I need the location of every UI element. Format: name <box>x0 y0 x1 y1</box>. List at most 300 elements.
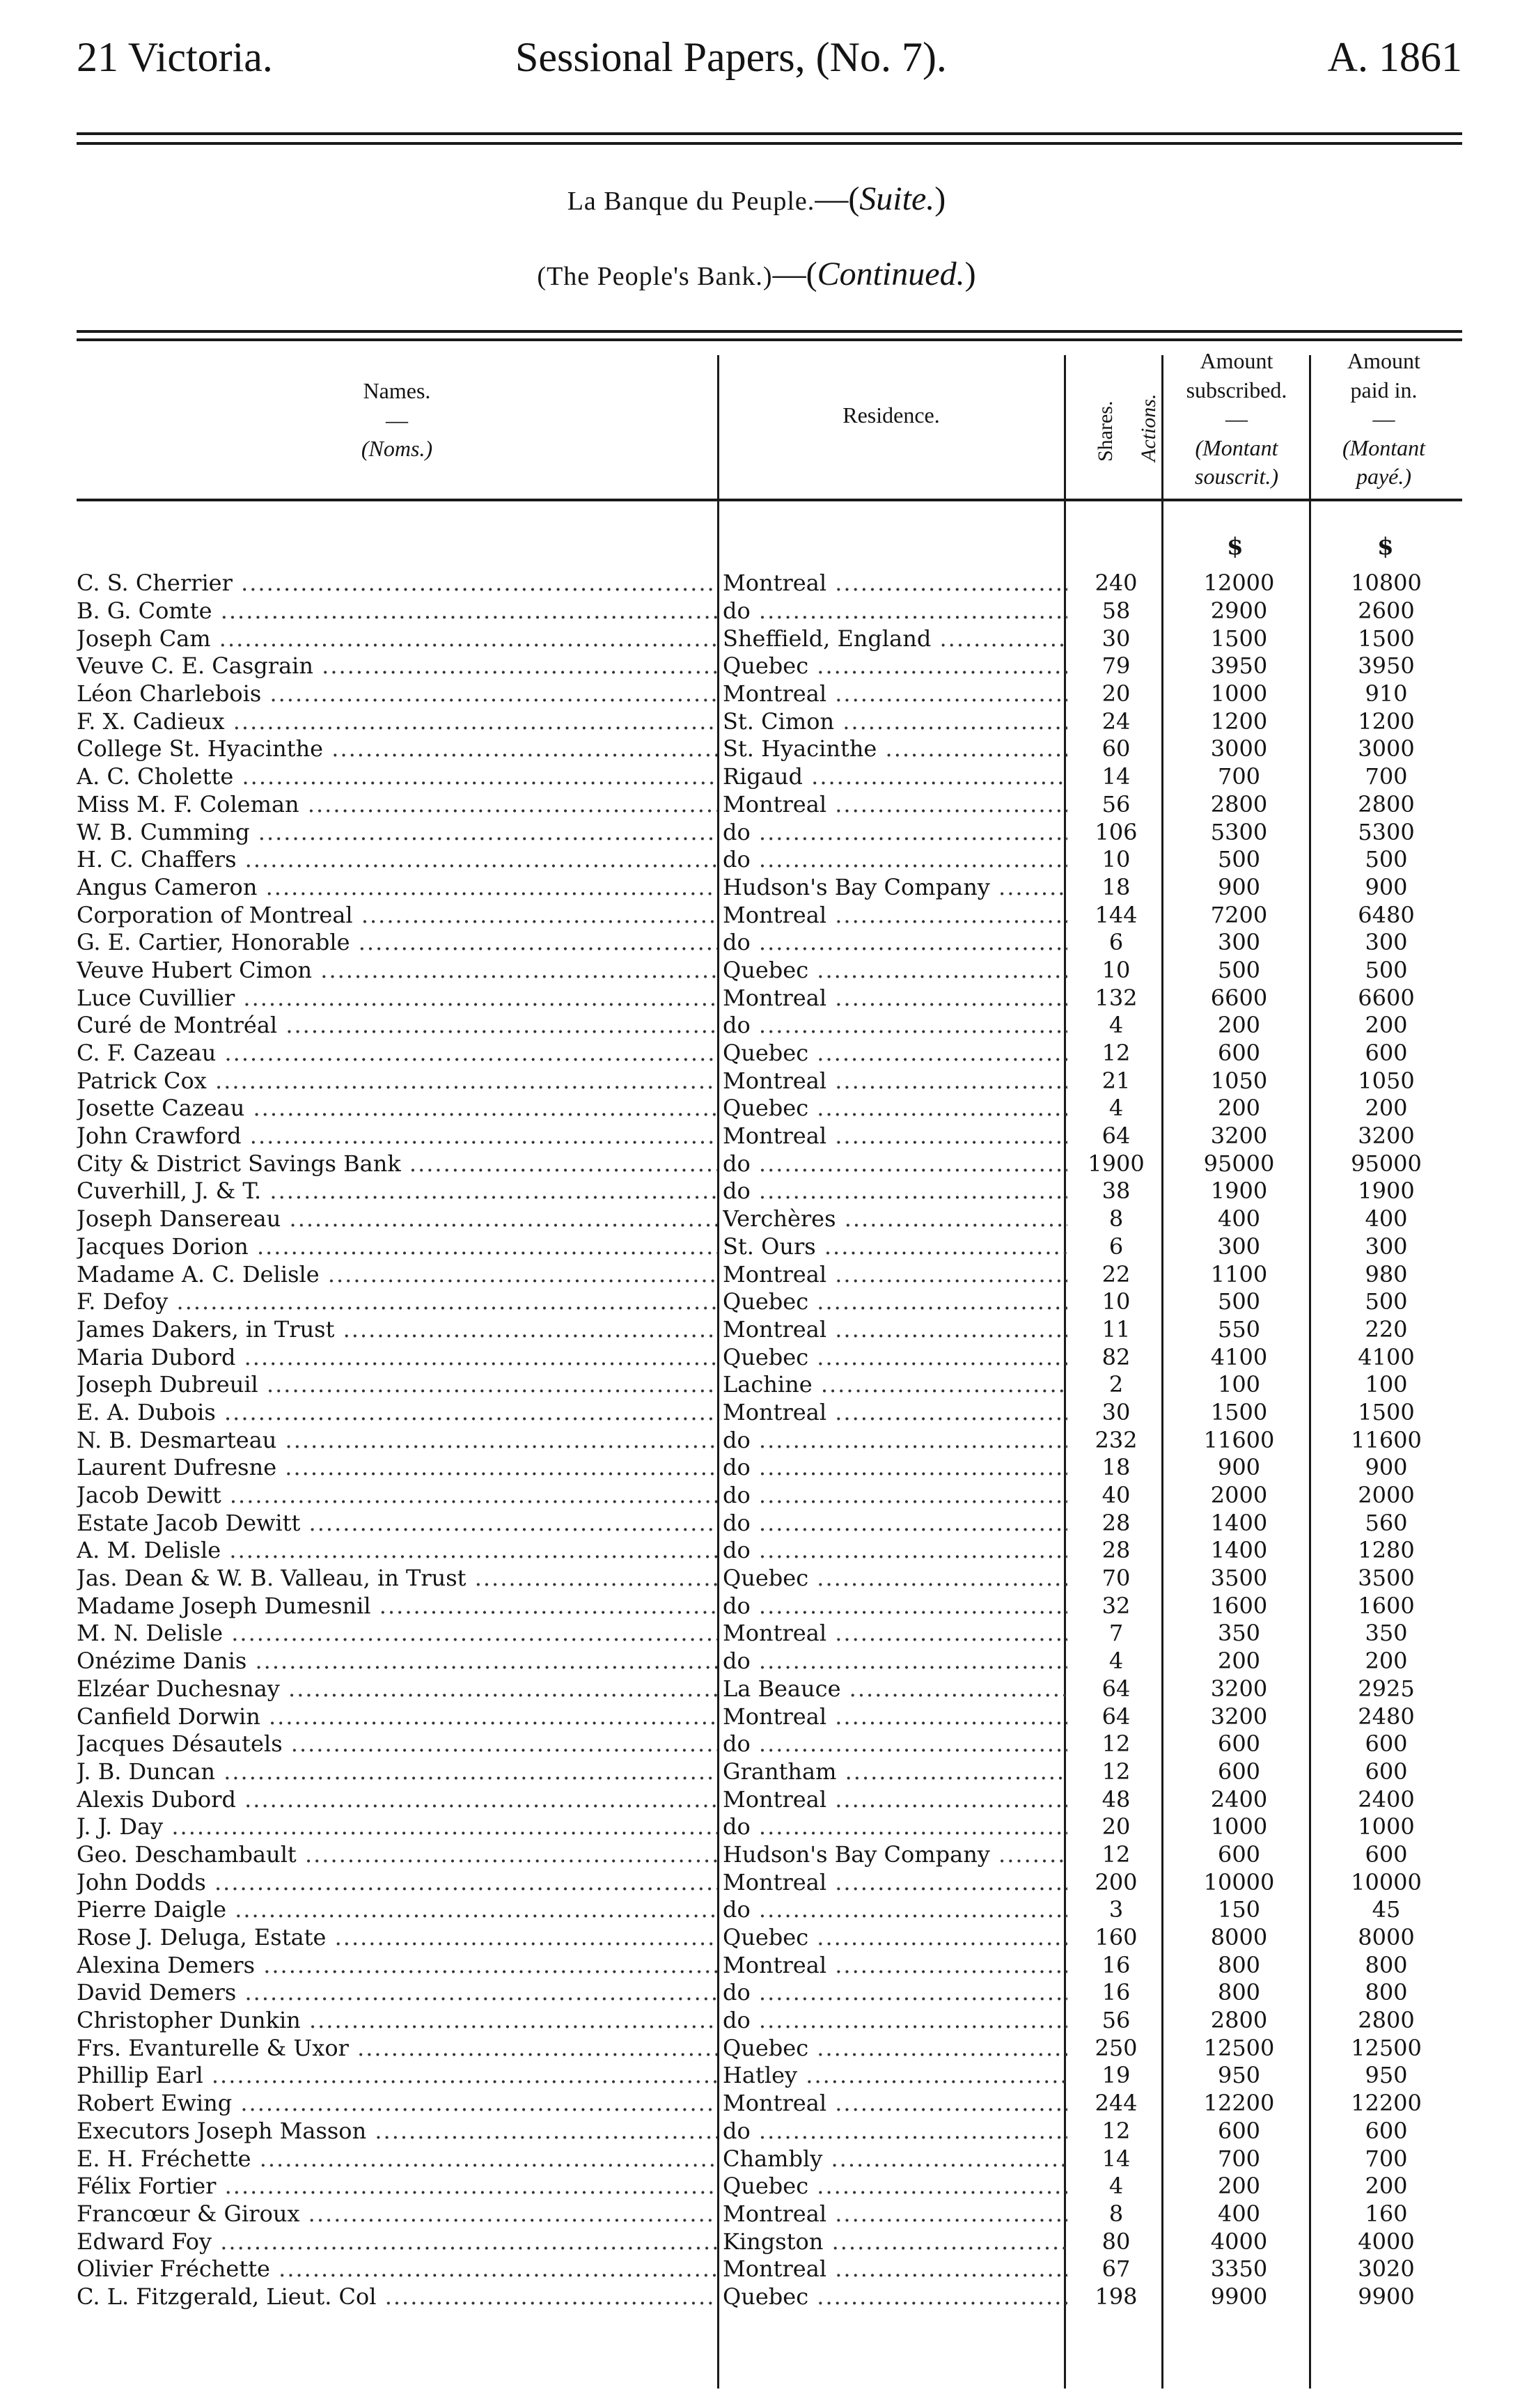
shareholder-name: Alexina Demers ..... <box>77 1952 717 1979</box>
shares-count-cell <box>1067 1509 1165 1537</box>
amount-paid-cell <box>1313 1371 1459 1399</box>
table-row <box>77 735 1459 763</box>
amount-subscribed-cell <box>1165 1648 1313 1675</box>
shares-count: 38 <box>1102 1178 1131 1205</box>
shareholder-name-cell <box>77 1067 717 1095</box>
shareholder-name: E. A. Dubois ..... <box>77 1399 717 1426</box>
shares-count: 80 <box>1102 2228 1131 2255</box>
shareholder-name-cell <box>77 1896 717 1924</box>
shares-count: 12 <box>1102 2117 1131 2144</box>
shares-count-cell <box>1067 818 1165 846</box>
amount-paid-cell <box>1313 763 1459 791</box>
amount-subscribed-cell <box>1165 1343 1313 1371</box>
shares-count: 19 <box>1102 2062 1131 2089</box>
shareholder-name: C. L. Fitzgerald, Lieut. Col ..... <box>77 2283 717 2311</box>
amount-paid: 95000 <box>1351 1150 1422 1177</box>
amount-paid: 3020 <box>1358 2255 1415 2283</box>
shares-count: 7 <box>1108 1620 1124 1647</box>
amount-paid-cell <box>1313 1040 1459 1068</box>
shareholder-residence: Montreal ..... <box>723 1068 1067 1095</box>
table-row <box>77 2283 1459 2311</box>
shareholder-residence: Quebec ..... <box>723 1095 1067 1122</box>
amount-paid: 100 <box>1365 1371 1408 1398</box>
shareholder-name-cell <box>77 1205 717 1233</box>
shares-count: 14 <box>1102 2145 1131 2172</box>
amount-paid: 600 <box>1365 1840 1408 1868</box>
shareholder-residence-cell <box>717 1233 1067 1261</box>
amount-subscribed: 3350 <box>1210 2255 1268 2283</box>
shares-count-cell <box>1067 1233 1165 1261</box>
amount-paid-cell <box>1313 2062 1459 2090</box>
shareholder-name: C. S. Cherrier ..... <box>77 570 717 597</box>
shareholder-residence-cell <box>717 1924 1067 1952</box>
table-row <box>77 1454 1459 1482</box>
amount-paid-cell <box>1313 1924 1459 1952</box>
amount-subscribed: 100 <box>1217 1371 1261 1398</box>
shareholder-name: Christopher Dunkin ..... <box>77 2007 717 2034</box>
shareholder-residence: Montreal ..... <box>723 2255 1067 2283</box>
amount-paid-cell <box>1313 1426 1459 1454</box>
shareholder-residence: do ..... <box>723 1150 1067 1178</box>
amount-paid-cell <box>1313 1841 1459 1869</box>
shares-count-cell <box>1067 791 1165 819</box>
shareholder-residence: Montreal ..... <box>723 1703 1067 1730</box>
shares-count: 8 <box>1108 1205 1124 1233</box>
title-en-text: (The People's Bank.) <box>537 262 773 291</box>
shares-count-cell <box>1067 1040 1165 1068</box>
shareholder-name-cell <box>77 2173 717 2200</box>
shareholder-residence-cell <box>717 2118 1067 2145</box>
shares-count-cell <box>1067 1371 1165 1399</box>
amount-subscribed: 600 <box>1217 1040 1261 1067</box>
amount-paid-cell <box>1313 1648 1459 1675</box>
shareholder-residence-cell <box>717 763 1067 791</box>
shareholder-residence-cell <box>717 1205 1067 1233</box>
heading-names-fr: (Noms.) <box>361 436 433 462</box>
amount-subscribed-cell <box>1165 957 1313 985</box>
shares-count-cell <box>1067 984 1165 1012</box>
shareholder-name-cell <box>77 1399 717 1427</box>
amount-subscribed: 150 <box>1217 1896 1261 1923</box>
shares-count-cell <box>1067 1758 1165 1786</box>
amount-paid: 3950 <box>1358 652 1415 680</box>
shareholder-name-cell <box>77 1730 717 1758</box>
amount-subscribed: 12500 <box>1203 2034 1275 2061</box>
amount-paid: 1900 <box>1358 1178 1415 1205</box>
amount-subscribed: 600 <box>1217 1730 1261 1758</box>
shareholder-residence: Montreal ..... <box>723 1869 1067 1896</box>
amount-subscribed-cell <box>1165 2283 1313 2311</box>
shareholder-name-cell <box>77 1868 717 1896</box>
table-row <box>77 1730 1459 1758</box>
shareholder-residence-cell <box>717 1896 1067 1924</box>
amount-subscribed: 600 <box>1217 2117 1261 2144</box>
table-row <box>77 1371 1459 1399</box>
shares-count: 18 <box>1102 1454 1131 1481</box>
table-row <box>77 1813 1459 1841</box>
amount-subscribed-cell <box>1165 1288 1313 1316</box>
shareholder-residence: do ..... <box>723 929 1067 956</box>
amount-subscribed-cell <box>1165 2228 1313 2255</box>
amount-paid-cell <box>1313 735 1459 763</box>
shareholder-residence-cell <box>717 1785 1067 1813</box>
shareholder-residence-cell <box>717 1758 1067 1786</box>
shareholder-residence-cell <box>717 1426 1067 1454</box>
shares-count-cell <box>1067 1951 1165 1979</box>
amount-paid: 500 <box>1365 956 1408 983</box>
shares-count: 10 <box>1102 846 1131 873</box>
shareholder-residence: do ..... <box>723 1730 1067 1758</box>
shares-count-cell <box>1067 1012 1165 1040</box>
shareholder-name-cell <box>77 2090 717 2118</box>
amount-paid-cell <box>1313 1067 1459 1095</box>
table-row <box>77 1951 1459 1979</box>
shareholder-residence-cell <box>717 652 1067 680</box>
amount-subscribed: 11600 <box>1203 1426 1275 1453</box>
amount-paid: 200 <box>1365 1648 1408 1675</box>
shares-count-cell <box>1067 1454 1165 1482</box>
shareholder-residence: do ..... <box>723 597 1067 625</box>
shareholder-residence-cell <box>717 1620 1067 1648</box>
shareholder-name: David Demers ..... <box>77 1979 717 2006</box>
shareholder-residence-cell <box>717 1482 1067 1510</box>
amount-paid: 200 <box>1365 1012 1408 1039</box>
shares-count: 6 <box>1108 929 1124 956</box>
amount-paid-cell <box>1313 1399 1459 1427</box>
shareholder-residence: Montreal ..... <box>723 985 1067 1012</box>
amount-paid: 950 <box>1365 2062 1408 2089</box>
shareholder-residence-cell <box>717 1675 1067 1703</box>
table-row <box>77 874 1459 902</box>
shareholder-name-cell <box>77 1703 717 1730</box>
table-row <box>77 2034 1459 2062</box>
shares-count-cell <box>1067 735 1165 763</box>
amount-paid: 1600 <box>1358 1592 1415 1619</box>
shareholder-residence-cell <box>717 1979 1067 2007</box>
amount-subscribed: 4000 <box>1210 2228 1268 2255</box>
shares-count-cell <box>1067 1785 1165 1813</box>
amount-paid: 4000 <box>1358 2228 1415 2255</box>
shareholder-name: Corporation of Montreal ..... <box>77 902 717 929</box>
shares-count-cell <box>1067 2034 1165 2062</box>
shareholder-name-cell <box>77 846 717 874</box>
shareholder-name-cell <box>77 2200 717 2228</box>
shareholder-name-cell <box>77 1316 717 1344</box>
amount-paid-cell <box>1313 2283 1459 2311</box>
amount-paid-cell <box>1313 2007 1459 2035</box>
shareholder-residence-cell <box>717 1371 1067 1399</box>
amount-paid: 5300 <box>1358 818 1415 845</box>
shareholder-name: J. B. Duncan ..... <box>77 1758 717 1785</box>
shareholder-name-cell <box>77 707 717 735</box>
shareholder-residence: Hatley ..... <box>723 2062 1067 2089</box>
amount-paid-cell <box>1313 570 1459 597</box>
heading-actions <box>1137 378 1161 462</box>
shareholder-name: Joseph Dansereau ..... <box>77 1205 717 1233</box>
amount-paid-cell <box>1313 874 1459 902</box>
amount-subscribed: 700 <box>1217 763 1261 790</box>
shares-count-cell <box>1067 707 1165 735</box>
table-row <box>77 1205 1459 1233</box>
shareholder-residence-cell <box>717 2007 1067 2035</box>
column-headings <box>77 338 1455 499</box>
shareholder-residence-cell <box>717 957 1067 985</box>
table-row <box>77 1703 1459 1730</box>
shareholder-name: Edward Foy ..... <box>77 2228 717 2255</box>
shareholder-name-cell <box>77 1785 717 1813</box>
shareholder-name-cell <box>77 680 717 708</box>
amount-subscribed: 200 <box>1217 1095 1261 1122</box>
amount-subscribed-cell <box>1165 2255 1313 2283</box>
amount-paid: 600 <box>1365 2117 1408 2144</box>
shareholder-name: Cuverhill, J. & T. ..... <box>77 1178 717 1205</box>
shareholder-name-cell <box>77 1813 717 1841</box>
amount-paid: 3200 <box>1358 1123 1415 1150</box>
amount-subscribed: 6600 <box>1210 984 1268 1011</box>
shares-count-cell <box>1067 1703 1165 1730</box>
amount-paid: 12500 <box>1351 2034 1422 2061</box>
header-session: 21 Victoria. <box>77 34 273 80</box>
shareholder-name: Executors Joseph Masson ..... <box>77 2118 717 2145</box>
header-year: A. 1861 <box>1327 34 1462 80</box>
shares-count: 18 <box>1102 873 1131 900</box>
shareholder-name-cell <box>77 2034 717 2062</box>
document-title-en <box>0 255 1513 293</box>
shareholder-residence: do ..... <box>723 1593 1067 1620</box>
shares-count: 12 <box>1102 1758 1131 1785</box>
shareholder-name-cell <box>77 1040 717 1068</box>
amount-subscribed-cell <box>1165 1399 1313 1427</box>
shares-count-cell <box>1067 1648 1165 1675</box>
amount-paid: 2480 <box>1358 1703 1415 1730</box>
amount-subscribed-cell <box>1165 2034 1313 2062</box>
amount-subscribed: 1050 <box>1210 1067 1268 1094</box>
shareholder-residence: Montreal ..... <box>723 570 1067 597</box>
shareholder-name: Miss M. F. Coleman ..... <box>77 791 717 818</box>
shareholder-residence: do ..... <box>723 1454 1067 1481</box>
shareholder-name: Elzéar Duchesnay ..... <box>77 1675 717 1703</box>
amount-paid: 300 <box>1365 1233 1408 1260</box>
shareholder-name-cell <box>77 874 717 902</box>
amount-subscribed-cell <box>1165 874 1313 902</box>
shareholder-name: Patrick Cox ..... <box>77 1068 717 1095</box>
amount-subscribed-cell <box>1165 818 1313 846</box>
shares-count-cell <box>1067 929 1165 957</box>
shareholder-residence: Chambly ..... <box>723 2145 1067 2173</box>
amount-paid-cell <box>1313 1620 1459 1648</box>
shareholder-residence-cell <box>717 929 1067 957</box>
shareholder-residence: Quebec ..... <box>723 652 1067 680</box>
shares-count: 16 <box>1102 1951 1131 1978</box>
amount-paid-cell <box>1313 2145 1459 2173</box>
shareholder-residence-cell <box>717 901 1067 929</box>
shareholder-residence-cell <box>717 1565 1067 1593</box>
shareholder-residence-cell <box>717 1150 1067 1178</box>
amount-paid-cell <box>1313 1123 1459 1150</box>
shareholder-residence: Grantham ..... <box>723 1758 1067 1785</box>
shareholder-residence-cell <box>717 735 1067 763</box>
heading-names-en: Names. <box>363 378 431 403</box>
amount-subscribed-cell <box>1165 846 1313 874</box>
shares-count-cell <box>1067 1868 1165 1896</box>
amount-paid-cell <box>1313 1868 1459 1896</box>
amount-subscribed: 10000 <box>1203 1868 1275 1895</box>
shares-count-cell <box>1067 2228 1165 2255</box>
shareholder-residence: Quebec ..... <box>723 2283 1067 2311</box>
shares-count: 12 <box>1102 1730 1131 1758</box>
amount-paid-cell <box>1313 1785 1459 1813</box>
shareholder-residence: Quebec ..... <box>723 1288 1067 1315</box>
shareholder-name-cell <box>77 625 717 652</box>
header-rule-bottom <box>77 142 1462 145</box>
shares-count-cell <box>1067 1288 1165 1316</box>
shareholder-name-cell <box>77 1454 717 1482</box>
table-row <box>77 1067 1459 1095</box>
shares-count: 200 <box>1095 1868 1138 1895</box>
shareholder-residence-cell <box>717 1095 1067 1123</box>
shareholder-name: Madame Joseph Dumesnil ..... <box>77 1593 717 1620</box>
shareholder-name: F. Defoy ..... <box>77 1288 717 1315</box>
amount-subscribed-cell <box>1165 1592 1313 1620</box>
shares-count-cell <box>1067 1426 1165 1454</box>
shareholder-residence-cell <box>717 2034 1067 2062</box>
amount-paid: 500 <box>1365 1288 1408 1315</box>
amount-subscribed-cell <box>1165 2062 1313 2090</box>
amount-paid: 600 <box>1365 1040 1408 1067</box>
shares-count-cell <box>1067 597 1165 625</box>
shareholder-name-cell <box>77 763 717 791</box>
shares-count-cell <box>1067 1343 1165 1371</box>
amount-subscribed: 350 <box>1217 1620 1261 1647</box>
shareholder-residence: do ..... <box>723 1813 1067 1840</box>
shares-count: 48 <box>1102 1785 1131 1813</box>
title-fr-sep: —( <box>815 180 860 217</box>
amount-paid: 2400 <box>1358 1785 1415 1813</box>
amount-subscribed-cell <box>1165 1979 1313 2007</box>
shareholder-residence-cell <box>717 1343 1067 1371</box>
amount-paid-cell <box>1313 2034 1459 2062</box>
shareholder-residence-cell <box>717 1730 1067 1758</box>
amount-paid-cell <box>1313 1454 1459 1482</box>
amount-paid: 800 <box>1365 1951 1408 1978</box>
shares-count-cell <box>1067 1067 1165 1095</box>
shareholder-residence-cell <box>717 1399 1067 1427</box>
shareholder-name: Robert Ewing ..... <box>77 2090 717 2117</box>
shareholder-name: Canfield Dorwin ..... <box>77 1703 717 1730</box>
shares-count-cell <box>1067 1123 1165 1150</box>
heading-paid <box>1312 347 1455 492</box>
shares-count-cell <box>1067 1730 1165 1758</box>
shareholder-name-cell <box>77 1123 717 1150</box>
table-row <box>77 597 1459 625</box>
table-row <box>77 957 1459 985</box>
shareholder-name: Pierre Daigle ..... <box>77 1896 717 1923</box>
shareholder-name-cell <box>77 1012 717 1040</box>
table-row <box>77 1343 1459 1371</box>
table-row <box>77 1785 1459 1813</box>
shareholder-residence: Quebec ..... <box>723 1924 1067 1951</box>
shareholder-name: Onézime Danis ..... <box>77 1648 717 1675</box>
amount-subscribed: 700 <box>1217 2145 1261 2172</box>
shareholder-residence-cell <box>717 1703 1067 1730</box>
shareholder-name: B. G. Comte ..... <box>77 597 717 625</box>
table-row <box>77 2255 1459 2283</box>
shareholder-residence-cell <box>717 791 1067 819</box>
table-row <box>77 1316 1459 1344</box>
shareholder-residence-cell <box>717 1648 1067 1675</box>
shareholders-table-body <box>77 570 1459 2311</box>
shareholder-name: Maria Dubord ..... <box>77 1344 717 1371</box>
heading-subscribed <box>1163 347 1310 492</box>
shareholder-name-cell <box>77 957 717 985</box>
amount-subscribed: 1400 <box>1210 1509 1268 1536</box>
shares-count: 12 <box>1102 1840 1131 1868</box>
shares-count-cell <box>1067 957 1165 985</box>
table-row <box>77 1841 1459 1869</box>
table-row <box>77 570 1459 597</box>
table-row <box>77 1260 1459 1288</box>
shareholder-name: Jacob Dewitt ..... <box>77 1482 717 1509</box>
amount-paid-cell <box>1313 791 1459 819</box>
shareholder-name-cell <box>77 2255 717 2283</box>
shares-count: 58 <box>1102 597 1131 625</box>
amount-paid-cell <box>1313 680 1459 708</box>
shareholder-name: Jacques Désautels ..... <box>77 1730 717 1758</box>
heading-names-dash: — <box>386 407 408 432</box>
shares-count: 56 <box>1102 790 1131 818</box>
amount-subscribed: 500 <box>1217 956 1261 983</box>
table-row <box>77 2118 1459 2145</box>
shareholder-name-cell <box>77 791 717 819</box>
amount-paid: 300 <box>1365 929 1408 956</box>
table-row <box>77 929 1459 957</box>
amount-paid-cell <box>1313 1537 1459 1565</box>
header-series: Sessional Papers, (No. 7). <box>515 34 947 80</box>
amount-subscribed-cell <box>1165 1537 1313 1565</box>
shares-count: 14 <box>1102 763 1131 790</box>
amount-subscribed-cell <box>1165 1565 1313 1593</box>
shares-count: 132 <box>1095 984 1138 1011</box>
amount-paid-cell <box>1313 929 1459 957</box>
shareholder-residence: do ..... <box>723 819 1067 846</box>
shareholder-residence-cell <box>717 1123 1067 1150</box>
shares-count: 64 <box>1102 1123 1131 1150</box>
amount-paid: 2925 <box>1358 1675 1415 1702</box>
amount-paid-cell <box>1313 1592 1459 1620</box>
shares-count-cell <box>1067 2007 1165 2035</box>
amount-paid: 3500 <box>1358 1565 1415 1592</box>
table-row <box>77 1868 1459 1896</box>
shareholder-name: Estate Jacob Dewitt ..... <box>77 1510 717 1537</box>
shares-count: 2 <box>1108 1371 1124 1398</box>
shares-count-cell <box>1067 625 1165 652</box>
amount-subscribed-cell <box>1165 763 1313 791</box>
shareholder-residence: Quebec ..... <box>723 1344 1067 1371</box>
amount-subscribed-cell <box>1165 652 1313 680</box>
shareholder-residence: Montreal ..... <box>723 680 1067 707</box>
amount-paid-cell <box>1313 846 1459 874</box>
shareholder-residence-cell <box>717 1288 1067 1316</box>
shareholder-residence-cell <box>717 1592 1067 1620</box>
table-row <box>77 1565 1459 1593</box>
amount-subscribed: 1000 <box>1210 1813 1268 1840</box>
shareholder-residence-cell <box>717 2145 1067 2173</box>
heading-paid-fr-2: payé.) <box>1356 464 1412 490</box>
amount-subscribed-cell <box>1165 1841 1313 1869</box>
shareholder-residence: do ..... <box>723 1012 1067 1039</box>
shareholder-residence: Montreal ..... <box>723 1123 1067 1150</box>
shares-count: 22 <box>1102 1260 1131 1288</box>
